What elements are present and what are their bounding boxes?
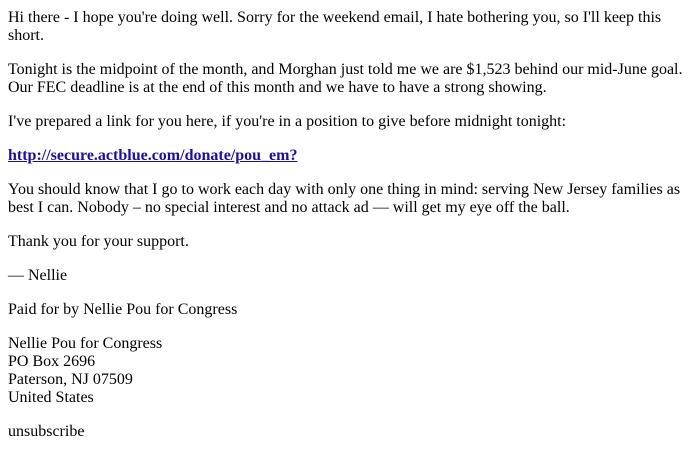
unsubscribe-link[interactable]: unsubscribe xyxy=(8,423,85,440)
address-org: Nellie Pou for Congress xyxy=(8,335,163,352)
mailing-address xyxy=(8,335,692,407)
mission-paragraph: You should know that I go to work each day with only one thing in mind: serving New Jersey families as best I can. Nobody – no special interest and no attack ad — will get my eye off the ball. xyxy=(8,181,681,216)
signature: — Nellie xyxy=(8,267,68,284)
donate-link-paragraph xyxy=(8,147,692,165)
address-line2: Paterson, NJ 07509 xyxy=(8,371,133,388)
unsubscribe-paragraph xyxy=(8,423,692,441)
paid-for-disclaimer: Paid for by Nellie Pou for Congress xyxy=(8,301,238,318)
address-country: United States xyxy=(8,389,94,406)
midpoint-paragraph: Tonight is the midpoint of the month, and Morghan just told me we are $1,523 behind our mid-June goal. Our FEC deadline is at the end of this month and we have to have a strong showing. xyxy=(8,61,683,96)
greeting-paragraph: Hi there - I hope you're doing well. Sorry for the weekend email, I hate bothering you, so I'll keep this short. xyxy=(8,9,662,44)
donate-link[interactable]: http://secure.actblue.com/donate/pou_em? xyxy=(8,147,298,164)
thanks-line: Thank you for your support. xyxy=(8,233,189,250)
link-intro-paragraph: I've prepared a link for you here, if you're in a position to give before midnight tonight: xyxy=(8,113,567,130)
address-line1: PO Box 2696 xyxy=(8,353,96,370)
